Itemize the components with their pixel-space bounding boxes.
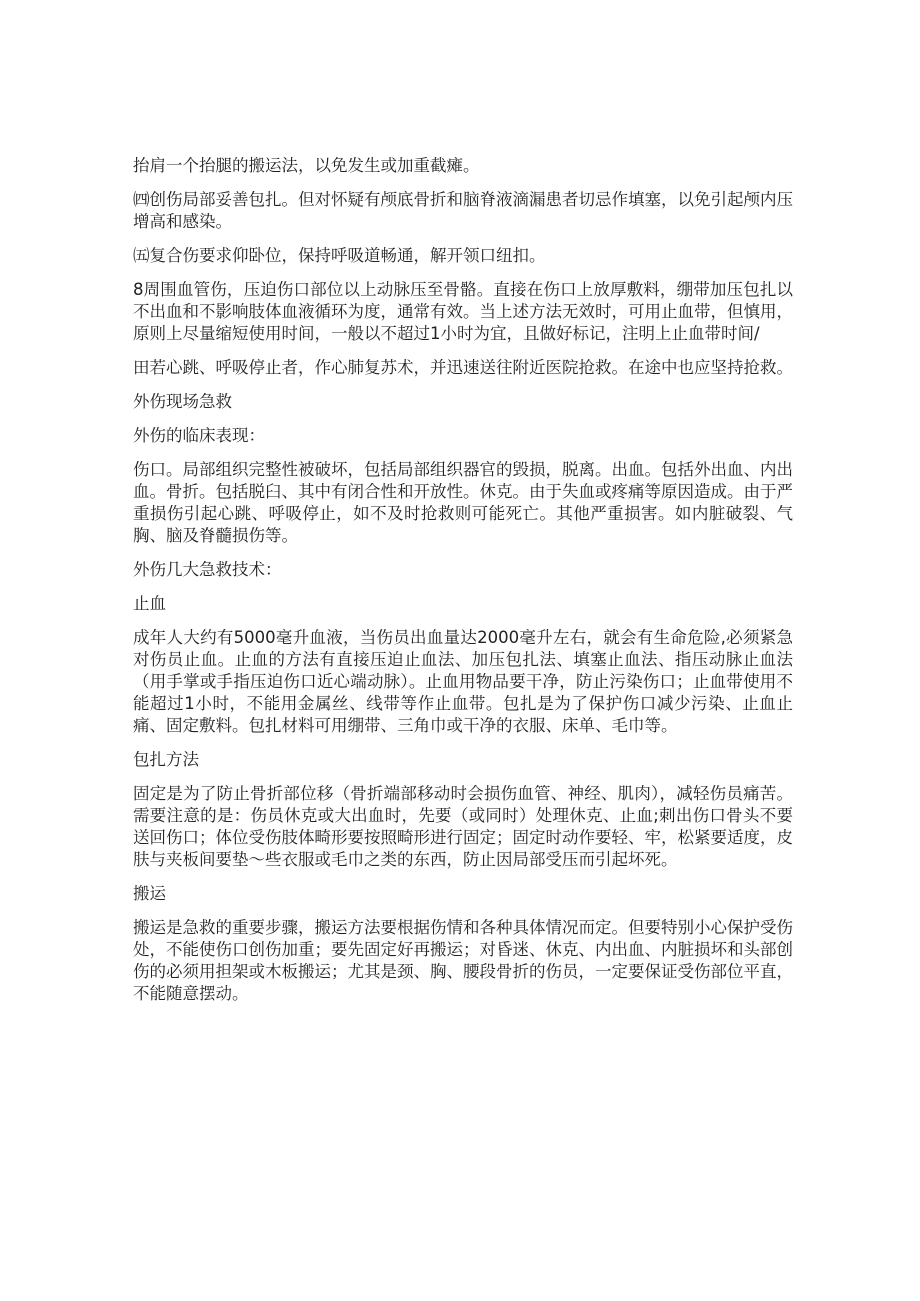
heading-transport: 搬运 [133, 884, 166, 903]
heading-first-aid-techniques: 外伤几大急救技术： [133, 560, 282, 579]
heading-hemostasis: 止血 [133, 594, 166, 613]
paragraph-transport: 搬运是急救的重要步骤，搬运方法要根据伤情和各种具体情况而定。但要特别小心保护受伤处，不能使伤口创伤加重；要先固定好再搬运；对昏迷、休克、内出血、内脏损坏和头部创伤的必须用担架或木板搬运；尤其是颈、胸、腰段骨折的伤员，一定要保证受伤部位平直，不能随意摆动。 [133, 918, 793, 1003]
paragraph-clinical-manifestations: 伤口。局部组织完整性被破坏，包括局部组织器官的毁损，脱离。出血。包括外出血、内出血。骨折。包括脱臼、其中有闭合性和开放性。休克。由于失血或疼痛等原因造成。由于严重损伤引起心跳、呼吸停止，如不及时抢救则可能死亡。其他严重损害。如内脏破裂、气胸、脑及脊髓损伤等。 [133, 460, 793, 545]
paragraph-local-wound-dressing: ㈣创伤局部妥善包扎。但对怀疑有颅底骨折和脑脊液滴漏患者切忌作填塞，以免引起颅内压增高和感染。 [133, 190, 793, 231]
paragraph-peripheral-vascular-injury: 8周围血管伤，压迫伤口部位以上动脉压至骨骼。直接在伤口上放厚敷料，绷带加压包扎以不出血和不影响肢体血液循环为度，通常有效。当上述方法无效时，可用止血带，但慎用，原则上尽量缩短使用时间，一般以不超过1小时为宜，且做好标记，注明上止血带时间/ [133, 280, 793, 343]
paragraph-compound-injury: ㈤复合伤要求仰卧位，保持呼吸道畅通，解开领口纽扣。 [133, 246, 546, 265]
paragraph-spinal-transport: 抬肩一个抬腿的搬运法，以免发生或加重截瘫。 [133, 156, 480, 175]
heading-clinical-manifestations: 外伤的临床表现： [133, 426, 265, 445]
paragraph-cardiac-arrest: 田若心跳、呼吸停止者，作心肺复苏术，并迅速送往附近医院抢救。在途中也应坚持抢救。 [133, 358, 793, 377]
heading-bandaging: 包扎方法 [133, 750, 199, 769]
heading-trauma-first-aid: 外伤现场急救 [133, 392, 232, 411]
document-body [133, 155, 793, 1017]
paragraph-hemostasis: 成年人大约有5000毫升血液，当伤员出血量达2000毫升左右，就会有生命危险,必须紧急对伤员止血。止血的方法有直接压迫止血法、加压包扎法、填塞止血法、指压动脉止血法（用手掌或手指压迫伤口近心端动脉）。止血用物品要干净，防止污染伤口；止血带使用不能超过1小时，不能用金属丝、线带等作止血带。包扎是为了保护伤口减少污染、止血止痛、固定敷料。包扎材料可用绷带、三角巾或干净的衣服、床单、毛巾等。 [133, 628, 793, 735]
paragraph-fixation: 固定是为了防止骨折部位移（骨折端部移动时会损伤血管、神经、肌肉），减轻伤员痛苦。需要注意的是：伤员休克或大出血时，先要（或同时）处理休克、止血;刺出伤口骨头不要送回伤口；体位受伤肢体畸形要按照畸形进行固定；固定时动作要轻、牢，松紧要适度，皮肤与夹板间要垫〜些衣服或毛巾之类的东西，防止因局部受压而引起坏死。 [133, 784, 793, 869]
